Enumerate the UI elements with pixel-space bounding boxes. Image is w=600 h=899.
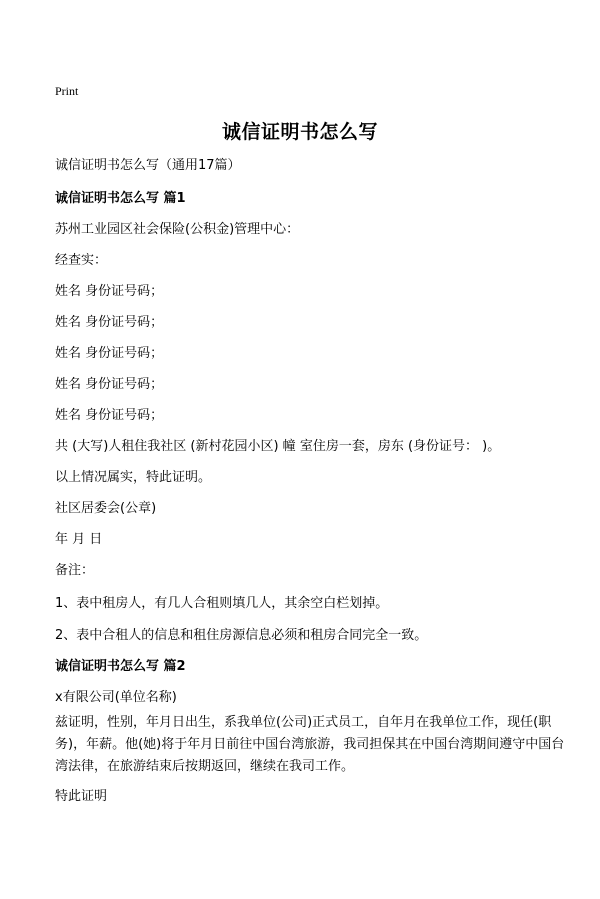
print-label: Print (55, 84, 79, 98)
name-id-line: 姓名 身份证号码； (55, 346, 164, 361)
document-title: 诚信证明书怎么写 (221, 121, 378, 143)
certification-statement: 以上情况属实，特此证明。 (55, 470, 212, 485)
residence-statement: 共 (大写)人租住我社区 (新村花园小区) 幢 室住房一套，房东 (身份证号： )。 (55, 439, 501, 454)
name-id-line: 姓名 身份证号码； (55, 315, 164, 330)
notes-label: 备注： (55, 563, 95, 578)
community-seal-line: 社区居委会(公章) (55, 501, 157, 516)
document-subtitle: 诚信证明书怎么写（通用17篇） (55, 158, 241, 173)
employment-certification-paragraph: 兹证明，性别，年月日出生，系我单位(公司)正式员工，自年月在我单位工作，现任(职务)，年薪。他(她)将于年月日前往中国台湾旅游，我司担保其在中国台湾期间遵守中国台湾法律，在旅游结束后按期返回，继续在我司工作。 (55, 715, 565, 774)
verification-line: 经查实： (55, 253, 108, 268)
name-id-line: 姓名 身份证号码； (55, 284, 164, 299)
name-id-line: 姓名 身份证号码； (55, 377, 164, 392)
date-line: 年 月 日 (55, 532, 103, 547)
section-1-heading: 诚信证明书怎么写 篇1 (55, 191, 186, 206)
name-id-line: 姓名 身份证号码； (55, 408, 164, 423)
company-line: x有限公司(单位名称) (55, 690, 177, 705)
closing-line: 特此证明 (55, 789, 108, 804)
note-item-2: 2、表中合租人的信息和租住房源信息必须和租房合同完全一致。 (55, 628, 428, 643)
addressee-line: 苏州工业园区社会保险(公积金)管理中心： (55, 222, 300, 237)
note-item-1: 1、表中租房人，有几人合租则填几人，其余空白栏划掉。 (55, 596, 389, 611)
section-2-heading: 诚信证明书怎么写 篇2 (55, 659, 186, 674)
